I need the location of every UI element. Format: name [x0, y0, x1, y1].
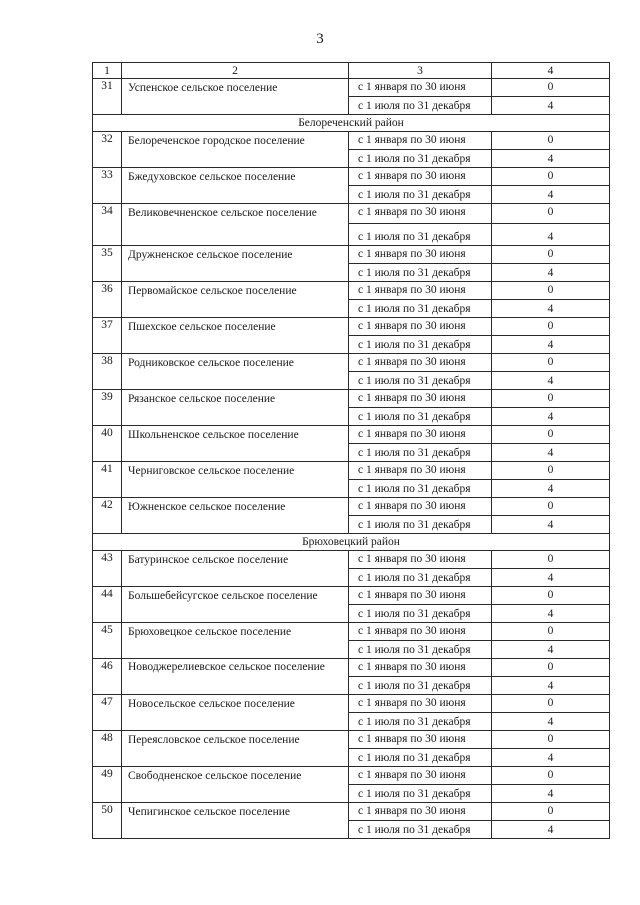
- value-second-half: 4: [492, 516, 610, 534]
- row-number: 31: [93, 79, 122, 115]
- row-number: 42: [93, 498, 122, 534]
- value-first-half: 0: [492, 462, 610, 480]
- value-first-half: 0: [492, 659, 610, 677]
- period-first-half: с 1 января по 30 июня: [349, 354, 492, 372]
- row-number: 44: [93, 587, 122, 623]
- value-second-half: 4: [492, 641, 610, 659]
- period-second-half: с 1 июля по 31 декабря: [349, 224, 492, 246]
- period-first-half: с 1 января по 30 июня: [349, 767, 492, 785]
- value-second-half: 4: [492, 264, 610, 282]
- row-number: 47: [93, 695, 122, 731]
- value-second-half: 4: [492, 336, 610, 354]
- settlement-name: Брюховецкое сельское поселение: [122, 623, 349, 659]
- value-second-half: 4: [492, 300, 610, 318]
- value-second-half: 4: [492, 677, 610, 695]
- settlement-name: Черниговское сельское поселение: [122, 462, 349, 498]
- period-first-half: с 1 января по 30 июня: [349, 246, 492, 264]
- period-second-half: с 1 июля по 31 декабря: [349, 186, 492, 204]
- period-second-half: с 1 июля по 31 декабря: [349, 150, 492, 168]
- value-first-half: 0: [492, 731, 610, 749]
- row-number: 38: [93, 354, 122, 390]
- row-number: 39: [93, 390, 122, 426]
- period-first-half: с 1 января по 30 июня: [349, 204, 492, 224]
- period-second-half: с 1 июля по 31 декабря: [349, 821, 492, 839]
- value-second-half: 4: [492, 372, 610, 390]
- period-first-half: с 1 января по 30 июня: [349, 79, 492, 97]
- period-first-half: с 1 января по 30 июня: [349, 498, 492, 516]
- settlement-name: Переясловское сельское поселение: [122, 731, 349, 767]
- table-row: [93, 767, 610, 785]
- period-first-half: с 1 января по 30 июня: [349, 623, 492, 641]
- settlement-name: Пшехское сельское поселение: [122, 318, 349, 354]
- period-second-half: с 1 июля по 31 декабря: [349, 480, 492, 498]
- table-row: [93, 551, 610, 569]
- value-first-half: 0: [492, 79, 610, 97]
- value-second-half: 4: [492, 186, 610, 204]
- value-first-half: 0: [492, 587, 610, 605]
- column-header-2: 2: [122, 63, 349, 79]
- table-header-row: [93, 63, 610, 79]
- row-number: 46: [93, 659, 122, 695]
- row-number: 48: [93, 731, 122, 767]
- period-second-half: с 1 июля по 31 декабря: [349, 300, 492, 318]
- settlement-name: Дружненское сельское поселение: [122, 246, 349, 282]
- period-first-half: с 1 января по 30 июня: [349, 282, 492, 300]
- row-number: 50: [93, 803, 122, 839]
- row-number: 33: [93, 168, 122, 204]
- settlement-name: Свободненское сельское поселение: [122, 767, 349, 803]
- row-number: 45: [93, 623, 122, 659]
- table-row: [93, 498, 610, 516]
- value-second-half: 4: [492, 408, 610, 426]
- table-row: [93, 246, 610, 264]
- period-second-half: с 1 июля по 31 декабря: [349, 785, 492, 803]
- value-first-half: 0: [492, 426, 610, 444]
- table-row: [93, 318, 610, 336]
- value-first-half: 0: [492, 246, 610, 264]
- settlement-name: Успенское сельское поселение: [122, 79, 349, 115]
- settlements-table: [92, 62, 610, 839]
- table-row: [93, 623, 610, 641]
- period-first-half: с 1 января по 30 июня: [349, 318, 492, 336]
- table-row: [93, 587, 610, 605]
- value-second-half: 4: [492, 444, 610, 462]
- value-second-half: 4: [492, 749, 610, 767]
- table-row: [93, 426, 610, 444]
- value-first-half: 0: [492, 318, 610, 336]
- table-row: [93, 132, 610, 150]
- row-number: 35: [93, 246, 122, 282]
- settlement-name: Великовечненское сельское поселение: [122, 204, 349, 246]
- period-first-half: с 1 января по 30 июня: [349, 551, 492, 569]
- table-row: [93, 79, 610, 97]
- table-row: [93, 168, 610, 186]
- period-second-half: с 1 июля по 31 декабря: [349, 264, 492, 282]
- value-first-half: 0: [492, 168, 610, 186]
- row-number: 40: [93, 426, 122, 462]
- period-first-half: с 1 января по 30 июня: [349, 695, 492, 713]
- value-second-half: 4: [492, 480, 610, 498]
- settlement-name: Батуринское сельское поселение: [122, 551, 349, 587]
- value-first-half: 0: [492, 498, 610, 516]
- district-row: [93, 115, 610, 132]
- period-second-half: с 1 июля по 31 декабря: [349, 677, 492, 695]
- value-first-half: 0: [492, 767, 610, 785]
- settlement-name: Бжедуховское сельское поселение: [122, 168, 349, 204]
- value-second-half: 4: [492, 224, 610, 246]
- value-second-half: 4: [492, 785, 610, 803]
- value-first-half: 0: [492, 282, 610, 300]
- value-first-half: 0: [492, 354, 610, 372]
- column-header-4: 4: [492, 63, 610, 79]
- value-second-half: 4: [492, 150, 610, 168]
- district-name: Белореченский район: [93, 115, 610, 132]
- period-second-half: с 1 июля по 31 декабря: [349, 713, 492, 731]
- table-row: [93, 803, 610, 821]
- period-first-half: с 1 января по 30 июня: [349, 731, 492, 749]
- period-first-half: с 1 января по 30 июня: [349, 462, 492, 480]
- table-row: [93, 695, 610, 713]
- period-first-half: с 1 января по 30 июня: [349, 659, 492, 677]
- row-number: 49: [93, 767, 122, 803]
- value-second-half: 4: [492, 605, 610, 623]
- table-row: [93, 282, 610, 300]
- period-second-half: с 1 июля по 31 декабря: [349, 641, 492, 659]
- settlement-name: Школьненское сельское поселение: [122, 426, 349, 462]
- value-second-half: 4: [492, 97, 610, 115]
- district-name: Брюховецкий район: [93, 534, 610, 551]
- table-row: [93, 659, 610, 677]
- value-first-half: 0: [492, 803, 610, 821]
- row-number: 43: [93, 551, 122, 587]
- period-first-half: с 1 января по 30 июня: [349, 390, 492, 408]
- period-first-half: с 1 января по 30 июня: [349, 132, 492, 150]
- table-row: [93, 390, 610, 408]
- value-second-half: 4: [492, 821, 610, 839]
- period-second-half: с 1 июля по 31 декабря: [349, 444, 492, 462]
- page-number: 3: [316, 31, 324, 47]
- settlement-name: Первомайское сельское поселение: [122, 282, 349, 318]
- row-number: 36: [93, 282, 122, 318]
- value-first-half: 0: [492, 695, 610, 713]
- column-header-3: 3: [349, 63, 492, 79]
- settlement-name: Чепигинское сельское поселение: [122, 803, 349, 839]
- period-first-half: с 1 января по 30 июня: [349, 803, 492, 821]
- value-first-half: 0: [492, 204, 610, 224]
- row-number: 41: [93, 462, 122, 498]
- settlement-name: Рязанское сельское поселение: [122, 390, 349, 426]
- row-number: 34: [93, 204, 122, 246]
- period-first-half: с 1 января по 30 июня: [349, 168, 492, 186]
- settlement-name: Южненское сельское поселение: [122, 498, 349, 534]
- period-second-half: с 1 июля по 31 декабря: [349, 336, 492, 354]
- settlement-name: Большебейсугское сельское поселение: [122, 587, 349, 623]
- period-second-half: с 1 июля по 31 декабря: [349, 749, 492, 767]
- settlement-name: Родниковское сельское поселение: [122, 354, 349, 390]
- value-first-half: 0: [492, 390, 610, 408]
- row-number: 37: [93, 318, 122, 354]
- table-row: [93, 731, 610, 749]
- settlement-name: Белореченское городское поселение: [122, 132, 349, 168]
- settlement-name: Новоджерелиевское сельское поселение: [122, 659, 349, 695]
- column-header-1: 1: [93, 63, 122, 79]
- district-row: [93, 534, 610, 551]
- period-first-half: с 1 января по 30 июня: [349, 426, 492, 444]
- period-second-half: с 1 июля по 31 декабря: [349, 97, 492, 115]
- period-second-half: с 1 июля по 31 декабря: [349, 516, 492, 534]
- table-row: [93, 354, 610, 372]
- table-body: [93, 63, 610, 839]
- period-first-half: с 1 января по 30 июня: [349, 587, 492, 605]
- value-first-half: 0: [492, 132, 610, 150]
- value-first-half: 0: [492, 551, 610, 569]
- period-second-half: с 1 июля по 31 декабря: [349, 408, 492, 426]
- period-second-half: с 1 июля по 31 декабря: [349, 569, 492, 587]
- table-row: [93, 204, 610, 224]
- value-second-half: 4: [492, 569, 610, 587]
- value-second-half: 4: [492, 713, 610, 731]
- settlement-name: Новосельское сельское поселение: [122, 695, 349, 731]
- period-second-half: с 1 июля по 31 декабря: [349, 372, 492, 390]
- value-first-half: 0: [492, 623, 610, 641]
- row-number: 32: [93, 132, 122, 168]
- period-second-half: с 1 июля по 31 декабря: [349, 605, 492, 623]
- table-row: [93, 462, 610, 480]
